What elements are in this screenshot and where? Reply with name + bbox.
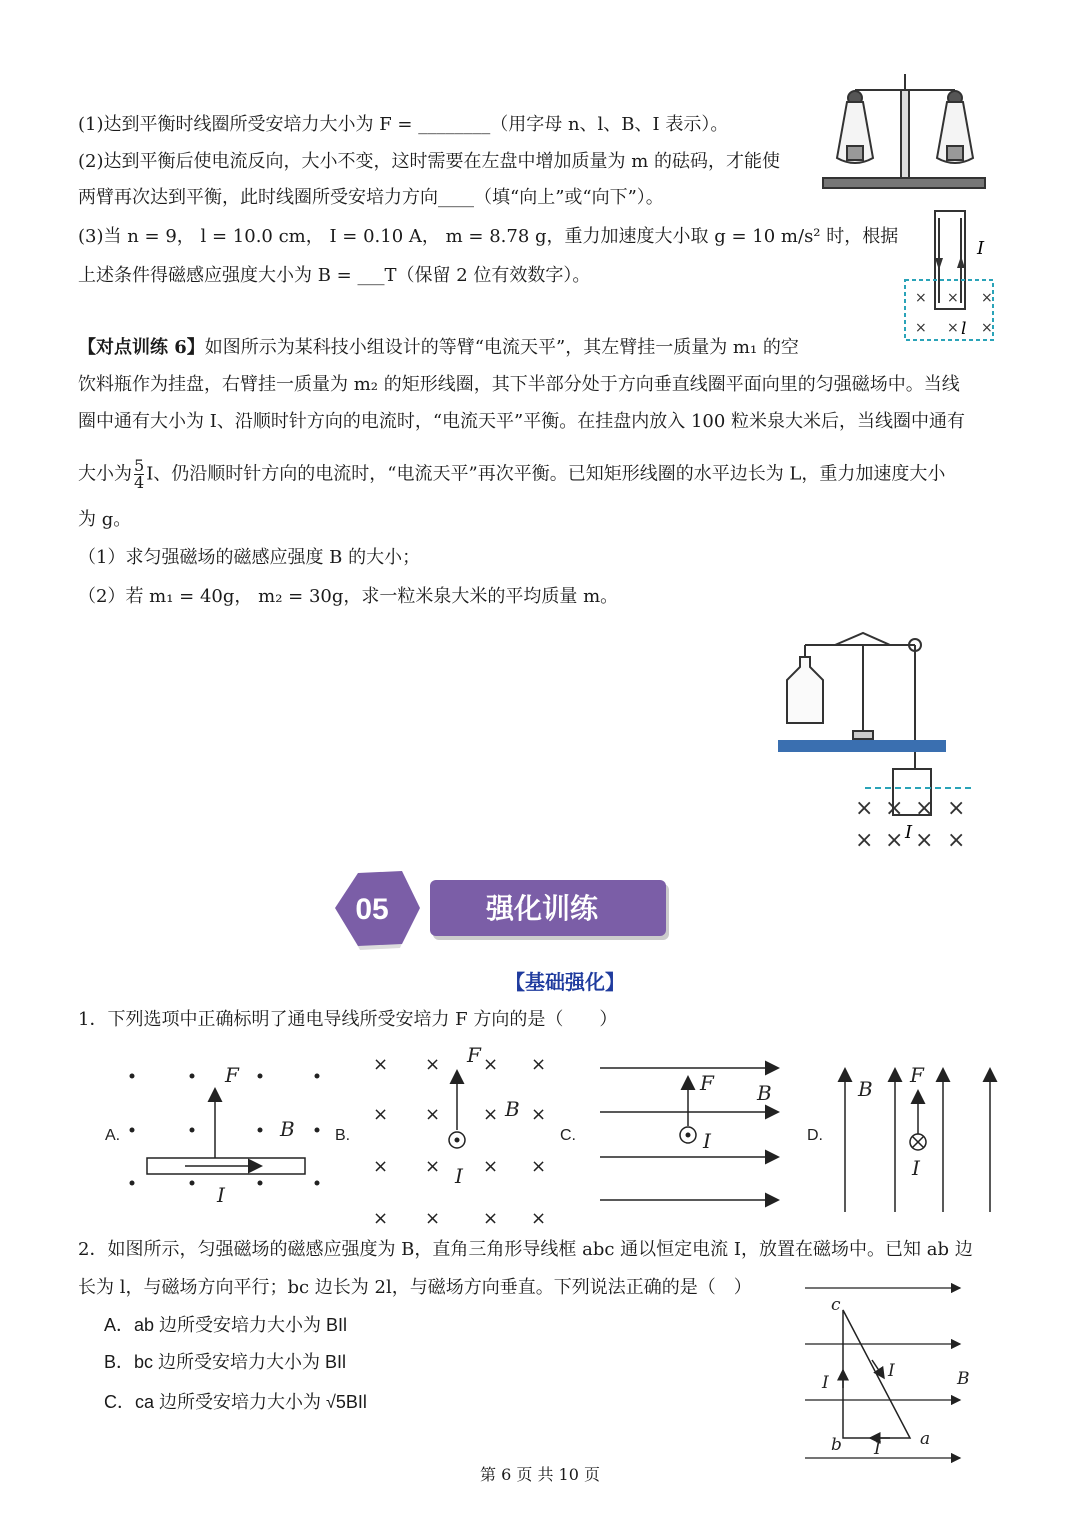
svg-text:×: × xyxy=(915,290,927,306)
triangle-figure xyxy=(800,1278,970,1468)
option-b-field: B xyxy=(505,1097,520,1121)
option-c-label: C. xyxy=(560,1127,576,1144)
option-c-field: B xyxy=(757,1081,772,1105)
option-b-label: B. xyxy=(335,1127,351,1144)
option-c-force: F xyxy=(700,1071,714,1095)
fig2-current-label: I xyxy=(905,822,913,843)
section-badge xyxy=(320,868,680,958)
svg-text:×: × xyxy=(915,796,934,821)
balance-figure-1 xyxy=(815,68,995,348)
section-number: 05 xyxy=(355,893,389,926)
svg-text:×: × xyxy=(915,828,934,853)
svg-text:×: × xyxy=(947,828,966,853)
training6-q1: （1）求匀强磁场的磁感应强度 B 的大小； xyxy=(78,547,421,568)
svg-text:×: × xyxy=(425,1208,441,1229)
option-a-field: B xyxy=(280,1117,295,1141)
option-d-field: B xyxy=(858,1077,873,1101)
training6-line2: 饮料瓶作为挂盘，右臂挂一质量为 m₂ 的矩形线圈，其下半部分处于方向垂直线圈平面向里的匀强磁场中。当线 xyxy=(78,374,960,395)
q2-line1: 2．如图所示，匀强磁场的磁感应强度为 B，直角三角形导线框 abc 通以恒定电流 I，放置在磁场中。已知 ab 边 xyxy=(78,1239,973,1260)
svg-text:×: × xyxy=(531,1208,547,1229)
svg-text:×: × xyxy=(483,1156,499,1177)
svg-text:×: × xyxy=(373,1104,389,1125)
svg-text:×: × xyxy=(855,796,874,821)
prev-question-part3b: 上述条件得磁感应强度大小为 B = ___T（保留 2 位有效数字）。 xyxy=(78,265,591,286)
svg-text:×: × xyxy=(531,1054,547,1075)
prev-question-part2b: 两臂再次达到平衡，此时线圈所受安培力方向____（填“向上”或“向下”）。 xyxy=(78,187,664,208)
current-label-ca: I xyxy=(888,1361,895,1381)
svg-text:×: × xyxy=(947,320,959,336)
svg-text:×: × xyxy=(981,320,993,336)
svg-text:×: × xyxy=(425,1156,441,1177)
field-label-b: B xyxy=(957,1369,970,1389)
option-d-current: I xyxy=(912,1156,920,1180)
svg-text:×: × xyxy=(531,1104,547,1125)
option-a-label: A. xyxy=(105,1127,121,1144)
option-d-label: D. xyxy=(807,1127,823,1144)
svg-text:×: × xyxy=(483,1208,499,1229)
current-label-bc: I xyxy=(874,1439,881,1459)
prev-question-part1: (1)达到平衡时线圈所受安培力大小为 F = ________（用字母 n、l、B、I 表示）。 xyxy=(78,114,729,135)
fig1-length-label: l xyxy=(961,319,967,339)
option-c-current: I xyxy=(703,1129,711,1153)
q1-stem: 1．下列选项中正确标明了通电导线所受安培力 F 方向的是（ ） xyxy=(78,1009,618,1030)
svg-text:×: × xyxy=(373,1054,389,1075)
training6-q2: （2）若 m₁ = 40g， m₂ = 30g，求一粒米泉大米的平均质量 m。 xyxy=(78,586,619,607)
svg-text:×: × xyxy=(947,290,959,306)
section-title: 强化训练 xyxy=(485,892,599,925)
q2-option-a: A．ab 边所受安培力大小为 BIl xyxy=(104,1315,348,1335)
fraction-5-4: $\frac{5}{4}$ xyxy=(134,456,145,492)
q1-options-figure xyxy=(95,1040,1015,1230)
svg-text:×: × xyxy=(885,796,904,821)
training6-line1: 【对点训练 6】如图所示为某科技小组设计的等臂“电流天平”，其左臂挂一质量为 m₁ 的空 xyxy=(78,337,799,358)
svg-text:×: × xyxy=(947,796,966,821)
svg-text:×: × xyxy=(425,1054,441,1075)
current-label-ab: I xyxy=(822,1373,829,1393)
svg-text:×: × xyxy=(531,1156,547,1177)
option-a-current: I xyxy=(217,1183,225,1207)
svg-text:×: × xyxy=(885,828,904,853)
svg-text:×: × xyxy=(373,1156,389,1177)
svg-text:×: × xyxy=(915,320,927,336)
svg-text:×: × xyxy=(855,828,874,853)
svg-text:×: × xyxy=(425,1104,441,1125)
q2-option-b: B．bc 边所受安培力大小为 BIl xyxy=(104,1352,347,1372)
section-subtitle: 【基础强化】 xyxy=(505,972,625,994)
vertex-c: c xyxy=(831,1295,841,1315)
page-footer: 第 6 页 共 10 页 xyxy=(480,1465,600,1484)
q2-option-c: C．ca 边所受安培力大小为 √5BIl xyxy=(104,1392,367,1412)
option-b-force: F xyxy=(467,1043,481,1067)
option-d-force: F xyxy=(910,1063,924,1087)
svg-text:×: × xyxy=(483,1104,499,1125)
option-b-current: I xyxy=(455,1164,463,1188)
prev-question-part3a: (3)当 n = 9， l = 10.0 cm， I = 0.10 A， m = 8.78 g，重力加速度大小取 g = 10 m/s² 时，根据 xyxy=(78,226,899,247)
prev-question-part2a: (2)达到平衡后使电流反向，大小不变，这时需要在左盘中增加质量为 m 的砝码，才能使 xyxy=(78,151,781,172)
svg-text:×: × xyxy=(483,1054,499,1075)
svg-text:×: × xyxy=(373,1208,389,1229)
vertex-a: a xyxy=(920,1429,931,1449)
svg-text:×: × xyxy=(981,290,993,306)
vertex-b: b xyxy=(831,1435,842,1455)
fig1-current-label: I xyxy=(977,238,985,259)
training6-title: 【对点训练 6】 xyxy=(78,337,205,358)
q2-line2: 长为 l，与磁场方向平行；bc 边长为 2l，与磁场方向垂直。下列说法正确的是（ ） xyxy=(78,1277,752,1298)
training6-line3: 圈中通有大小为 I、沿顺时针方向的电流时，“电流天平”平衡。在挂盘内放入 100 粒米泉大米后，当线圈中通有 xyxy=(78,411,966,432)
option-a-force: F xyxy=(225,1063,239,1087)
training6-line5: 为 g。 xyxy=(78,509,132,530)
balance-figure-2 xyxy=(775,625,975,855)
training6-line4: 大小为 $\frac{5}{4}$ I、仍沿顺时针方向的电流时，“电流天平”再次平衡。已知矩形线圈的水平边长为 L，重力加速度大小 xyxy=(78,456,946,492)
